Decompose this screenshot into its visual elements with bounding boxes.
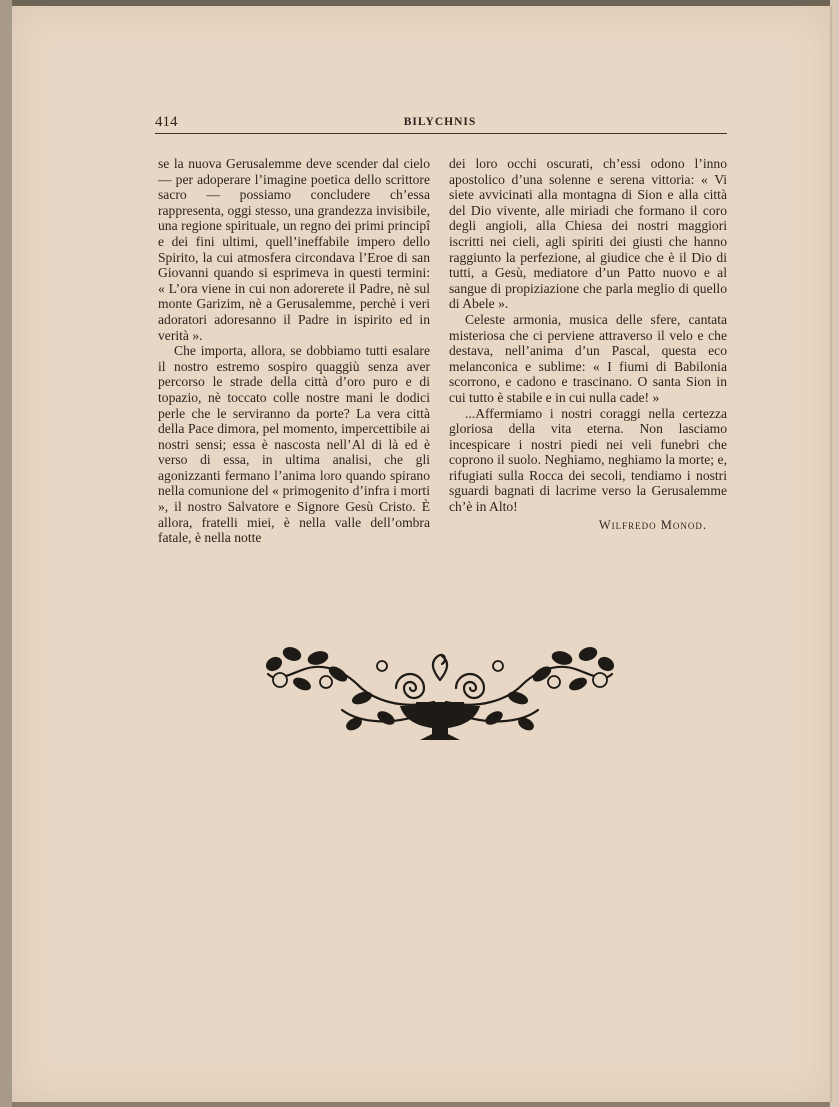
header-rule <box>155 133 727 134</box>
paragraph: Che importa, allora, se dobbiamo tutti esalare il nostro estremo sospiro quaggiù senza aver percorso le strade della città d’oro puro e di topazio, nè toccato colle nostre mani le dodici perle che le serviranno da porte? La vera città della Pace dimora, pel momento, impercettibile ai nostri sensi; essa è nascosta nell’Al di là ed è verso di essa, in ultima analisi, che gli agonizzanti fermano l’anima loro quando spirano nella comunione del « primogenito d’infra i morti », il nostro Salvatore e Signore Gesù Cristo. È allora, fratelli miei, è nella valle dell’ombra fatale, è nella notte <box>158 343 430 546</box>
page-left-edge <box>0 0 12 1107</box>
running-head <box>155 114 725 134</box>
paragraph: dei loro occhi oscurati, ch’essi odono l’inno apostolico d’una solenne e serena vittoria: « Vi siete avvicinati alla montagna di Sion e alla città del Dio vivente, alle miriadi che formano il coro degli angioli, alla Chiesa dei nostri maggiori iscritti nei cieli, agli spiriti dei giusti che hanno raggiunto la perfezione, al giudice che è il Dio di tutti, a Gesù, mediatore d’un Patto nuovo e al sangue di propiziazione che parla meglio di quello di Abele ». <box>449 156 727 312</box>
journal-title: BILYCHNIS <box>403 116 477 128</box>
paragraph: se la nuova Gerusalemme deve scender dal cielo — per adoperare l’imagine poetica dello scrittore sacro — possiamo concludere ch’essa rappresenta, oggi stesso, una grandezza invisibile, una regione spirituale, un regno dei primi principî e dei fini ultimi, quell’ineffabile impero dello Spirito, la cui atmosfera circondava l’Eroe di san Giovanni quando si esprimeva in questi termini: « L’ora viene in cui non adorerete il Padre, nè sul monte Garizim, nè a Gerusalemme, perchè i veri adoratori adoresanno il Padre in ispirito ed in verità ». <box>158 156 430 343</box>
page-number: 414 <box>155 114 178 130</box>
paragraph: ...Affermiamo i nostri coraggi nella certezza gloriosa della vita eterna. Non lasciamo incespicare i nostri piedi nei veli funebri che coprono il suolo. Neghiamo, neghiamo la morte; e, rifugiati sulla Rocca dei secoli, tendiamo i nostri sguardi bagnati di lacrime verso la Gerusalemme ch’è in Alto! <box>449 405 727 515</box>
floral-lamp-ornament-icon <box>262 640 618 745</box>
paragraph: Celeste armonia, musica delle sfere, cantata misteriosa che ci perviene attraverso il velo e che destava, nell’anima d’un Pascal, questa eco melanconica e sublime: « I fiumi di Babilonia scorrono, e cadono e trascinano. O santa Sion in cui tutto è stabile e in cui nulla cade! » <box>449 311 727 405</box>
author-signature: Wilfredo Monod. <box>598 517 707 532</box>
left-text-column <box>158 156 430 546</box>
right-text-column <box>449 156 727 533</box>
ornament-graphic <box>262 640 618 745</box>
